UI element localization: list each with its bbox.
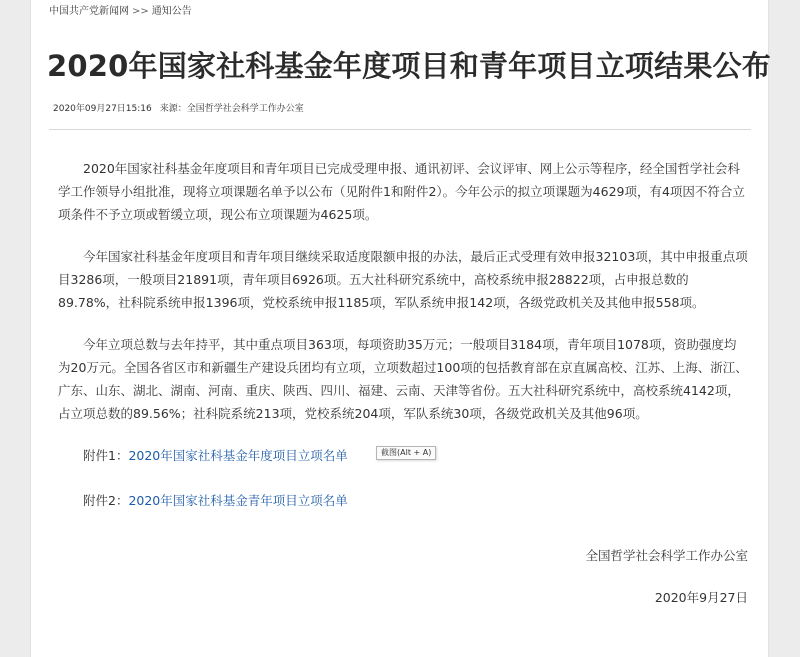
- article-title: 2020年国家社科基金年度项目和青年项目立项结果公布: [47, 49, 771, 83]
- breadcrumb-section-link[interactable]: 通知公告: [151, 6, 192, 17]
- attachment-2-prefix: 附件2：: [83, 493, 129, 508]
- screenshot-tooltip: 截图(Alt + A): [376, 446, 436, 460]
- breadcrumb: [49, 5, 192, 19]
- paragraph-3: 今年立项总数与去年持平，其中重点项目363项，每项资助35万元；一般项目3184项，青年项目1078项，资助强度均为20万元。全国各省区市和新疆生产建设兵团均有立项，立项数超过100项的包括教育部在京直属高校、江苏、上海、浙江、广东、山东、湖北、湖南、河南、重庆、陕西、四川、福建、云南、天津等省份。五大社科研究系统中，高校系统4142项，占立项总数的89.56%；社科院系统213项，党校系统204项，军队系统30项，各级党政机关及其他96项。: [58, 337, 748, 421]
- attachment-1-link[interactable]: 2020年国家社科基金年度项目立项名单: [128, 448, 348, 463]
- signature-date: 2020年9月27日: [654, 590, 748, 605]
- title-divider: [49, 129, 751, 130]
- attachment-1-prefix: 附件1：: [83, 448, 129, 463]
- article-datetime: 2020年09月27日15:16: [53, 104, 152, 114]
- attachment-2-link[interactable]: 2020年国家社科基金青年项目立项名单: [128, 493, 348, 508]
- article-meta: [53, 103, 304, 115]
- paragraph-1: 2020年国家社科基金年度项目和青年项目已完成受理申报、通讯初评、会议评审、网上公示等程序，经全国哲学社会科学工作领导小组批准，现将立项课题名单予以公布（见附件1和附件2）。今年公示的拟立项课题为4629项，有4项因不符合立项条件不予立项或暂缓立项，现公布立项课题为4625项。: [58, 161, 745, 222]
- breadcrumb-home-link[interactable]: 中国共产党新闻网: [49, 6, 129, 17]
- attachment-2: [58, 489, 748, 512]
- article-body: [58, 157, 748, 628]
- paragraph-2: 今年国家社科基金年度项目和青年项目继续采取适度限额申报的办法，最后正式受理有效申报32103项，其中申报重点项目3286项，一般项目21891项，青年项目6926项。五大社科研究系统中，高校系统申报28822项，占申报总数的89.78%，社科院系统申报1396项，党校系统申报1185项，军队系统申报142项，各级党政机关及其他申报558项。: [58, 249, 748, 310]
- article-source: 来源：全国哲学社会科学工作办公室: [159, 104, 304, 114]
- signature-org: 全国哲学社会科学工作办公室: [585, 548, 748, 563]
- breadcrumb-separator: >>: [132, 6, 149, 17]
- article-page: [30, 0, 769, 657]
